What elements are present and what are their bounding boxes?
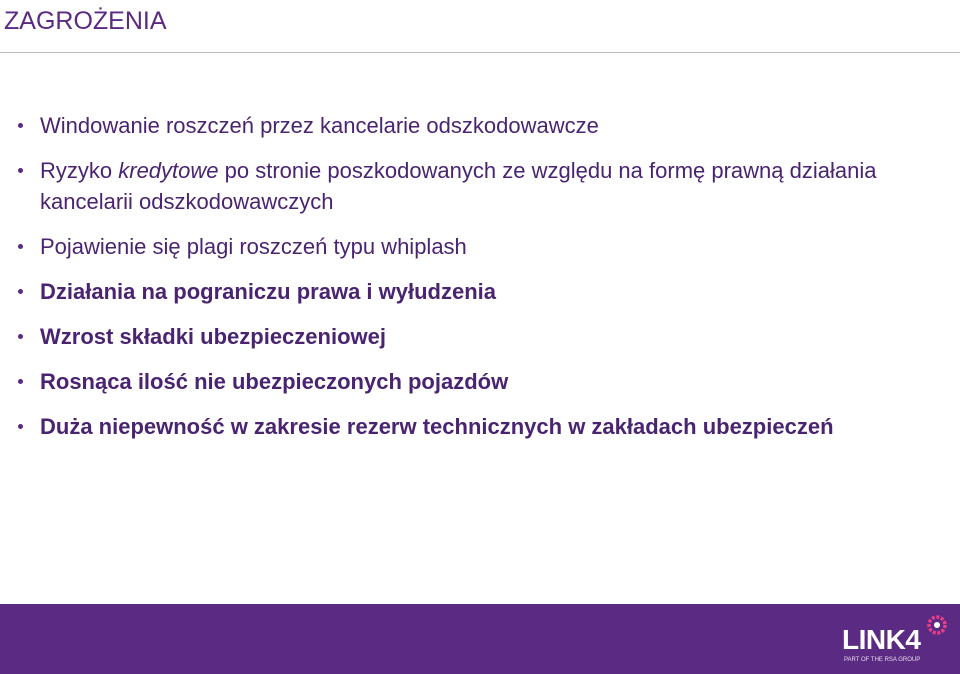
bullet-item <box>0 110 900 141</box>
slide-title: ZAGROŻENIA <box>4 7 167 35</box>
bullet-text: Duża niepewność w zakresie rezerw technicznych w zakładach ubezpieczeń <box>40 414 834 439</box>
link4-logo <box>826 612 952 668</box>
bullet-icon <box>18 334 23 339</box>
bullet-icon <box>18 244 23 249</box>
logo-ring-icon <box>924 612 950 638</box>
bullet-item <box>0 231 900 262</box>
bullet-item <box>0 411 900 442</box>
logo-tagline: PART OF THE RSA GROUP <box>844 657 921 663</box>
bullet-item <box>0 276 900 307</box>
bullet-text: Działania na pograniczu prawa i wyłudzenia <box>40 279 496 304</box>
bullet-text: Wzrost składki ubezpieczeniowej <box>40 324 386 349</box>
bullet-item <box>0 155 900 217</box>
title-divider <box>0 52 960 53</box>
bullet-icon <box>18 379 23 384</box>
bullet-icon <box>18 289 23 294</box>
bullet-text: Pojawienie się plagi roszczeń typu whiplash <box>40 234 467 259</box>
bullet-text: Rosnąca ilość nie ubezpieczonych pojazdów <box>40 369 509 394</box>
bullet-icon <box>18 168 23 173</box>
bullet-item <box>0 366 900 397</box>
bullet-emphasis: kredytowe <box>118 158 219 183</box>
bullet-icon <box>18 424 23 429</box>
bullet-item <box>0 321 900 352</box>
bullet-icon <box>18 123 23 128</box>
logo-wordmark: LINK4 <box>842 624 921 655</box>
bullet-text: Windowanie roszczeń przez kancelarie odszkodowawcze <box>40 113 599 138</box>
bullet-list <box>0 110 900 456</box>
bullet-text-continued: po stronie poszkodowanych ze względu na formę prawną działania kancelarii odszkodowawczych <box>40 158 877 214</box>
footer-band <box>0 604 960 674</box>
bullet-text: Ryzyko <box>40 158 119 183</box>
